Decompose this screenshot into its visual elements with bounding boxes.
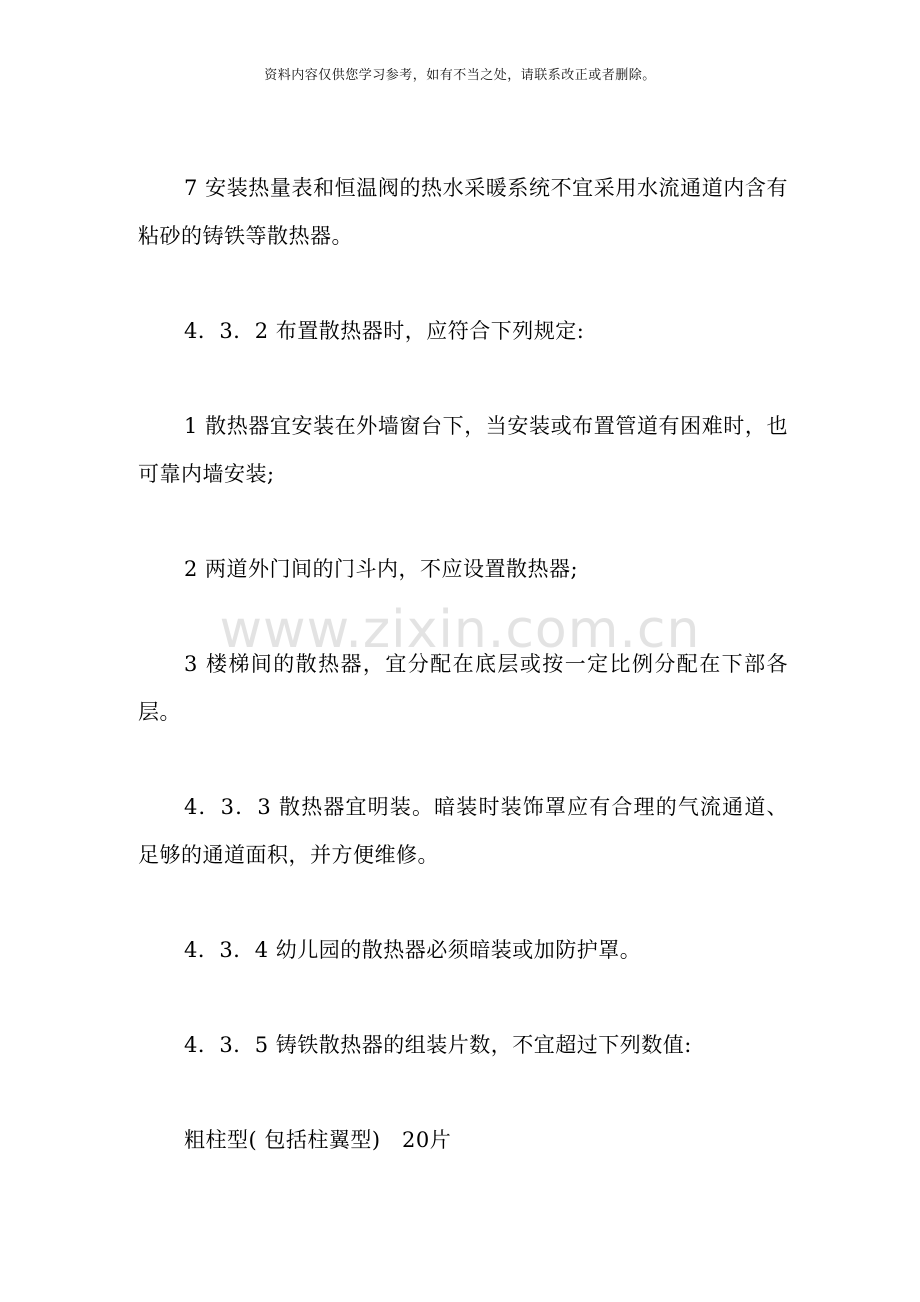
paragraph-item-3: 3 楼梯间的散热器，宜分配在底层或按一定比例分配在下部各层。 (138, 652, 788, 724)
document-body (138, 164, 788, 1164)
paragraph-4-3-5: 4．3．5 铸铁散热器的组装片数，不宜超过下列数值: (184, 1033, 692, 1057)
paragraph-column-type: 粗柱型( 包括柱翼型) 20片 (184, 1128, 452, 1152)
paragraph-4-3-2: 4．3．2 布置散热器时，应符合下列规定: (184, 319, 585, 343)
header-note: 资料内容仅供您学习参考，如有不当之处，请联系改正或者删除。 (264, 68, 656, 83)
paragraph-item-2: 2 两道外门间的门斗内，不应设置散热器; (184, 557, 579, 581)
paragraph-4-3-3: 4．3．3 散热器宜明装。暗装时装饰罩应有合理的气流通道、足够的通道面积，并方便维修。 (138, 795, 788, 867)
paragraph-4-3-4: 4．3．4 幼儿园的散热器必须暗装或加防护罩。 (184, 938, 642, 962)
watermark: www.zixin.com.cn (219, 600, 701, 660)
paragraph-item-1: 1 散热器宜安装在外墙窗台下，当安装或布置管道有困难时，也可靠内墙安装; (138, 414, 788, 486)
paragraph-clause-7: 7 安装热量表和恒温阀的热水采暖系统不宜采用水流通道内含有粘砂的铸铁等散热器。 (138, 176, 788, 248)
